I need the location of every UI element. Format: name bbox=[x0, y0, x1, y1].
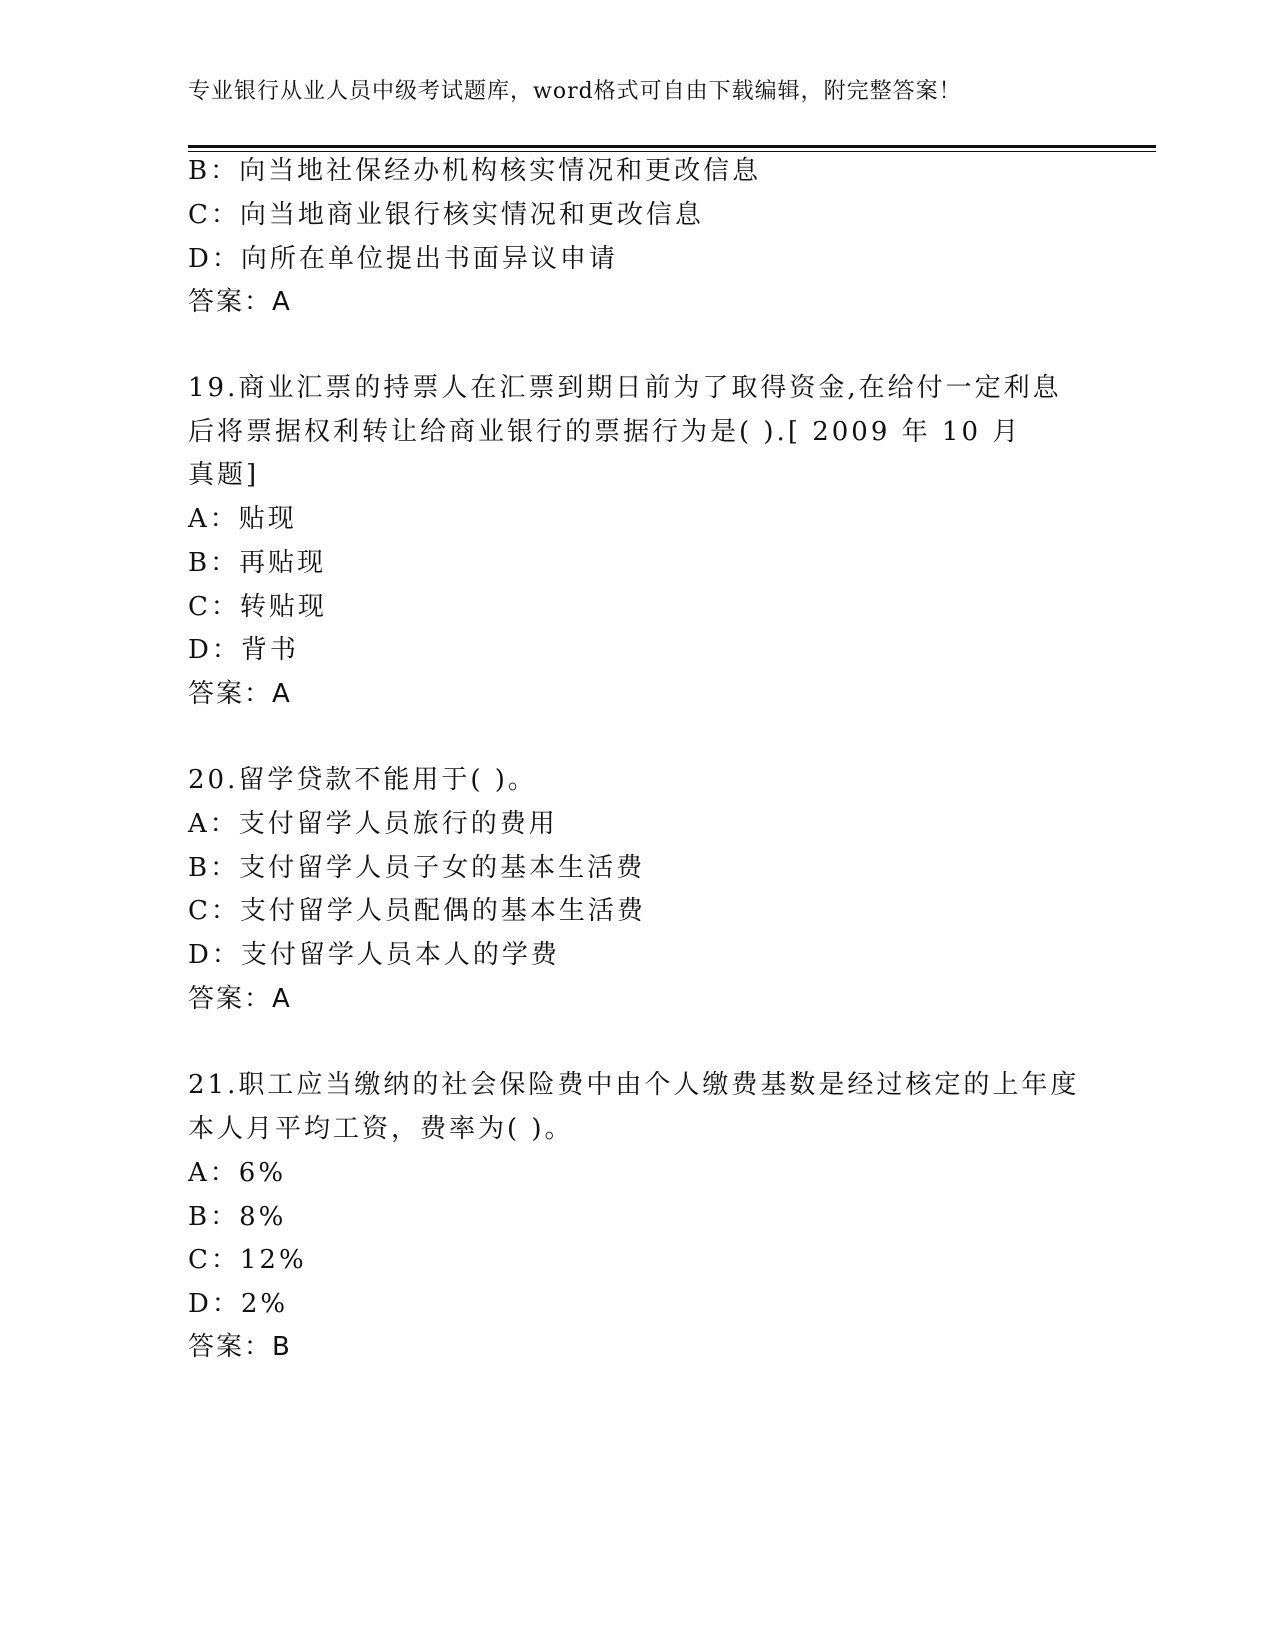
question-19-line-3: 真题] bbox=[188, 460, 260, 490]
answer: 答案：B bbox=[188, 1332, 292, 1362]
option-d: D：向所在单位提出书面异议申请 bbox=[188, 244, 618, 274]
option-d: D：2% bbox=[188, 1289, 289, 1319]
header-rule-thick bbox=[188, 145, 1156, 148]
header-rule-thin bbox=[188, 151, 1156, 152]
option-a: A：支付留学人员旅行的费用 bbox=[188, 809, 558, 839]
question-19-line-2: 后将票据权利转让给商业银行的票据行为是( ).[ 2009 年 10 月 bbox=[188, 417, 1022, 447]
option-c: C：转贴现 bbox=[188, 592, 327, 622]
answer: 答案：A bbox=[188, 679, 292, 709]
option-b: B：再贴现 bbox=[188, 548, 327, 578]
page-header: 专业银行从业人员中级考试题库，word格式可自由下载编辑，附完整答案！ bbox=[188, 79, 962, 104]
answer: 答案：A bbox=[188, 984, 292, 1014]
option-a: A：6% bbox=[188, 1158, 287, 1188]
question-21-line-1: 21.职工应当缴纳的社会保险费中由个人缴费基数是经过核定的上年度 bbox=[188, 1070, 1080, 1100]
option-d: D：支付留学人员本人的学费 bbox=[188, 940, 560, 970]
question-19-line-1: 19.商业汇票的持票人在汇票到期日前为了取得资金,在给付一定利息 bbox=[188, 373, 1062, 403]
question-20-line-1: 20.留学贷款不能用于( )。 bbox=[188, 765, 537, 795]
option-b: B：8% bbox=[188, 1202, 287, 1232]
option-b: B：支付留学人员子女的基本生活费 bbox=[188, 853, 646, 883]
option-c: C：向当地商业银行核实情况和更改信息 bbox=[188, 200, 704, 230]
option-c: C：支付留学人员配偶的基本生活费 bbox=[188, 896, 646, 926]
option-b: B：向当地社保经办机构核实情况和更改信息 bbox=[188, 156, 762, 186]
option-a: A：贴现 bbox=[188, 504, 297, 534]
option-d: D：背书 bbox=[188, 635, 299, 665]
question-21-line-2: 本人月平均工资，费率为( )。 bbox=[188, 1114, 574, 1144]
option-c: C：12% bbox=[188, 1245, 307, 1275]
answer: 答案：A bbox=[188, 287, 292, 317]
